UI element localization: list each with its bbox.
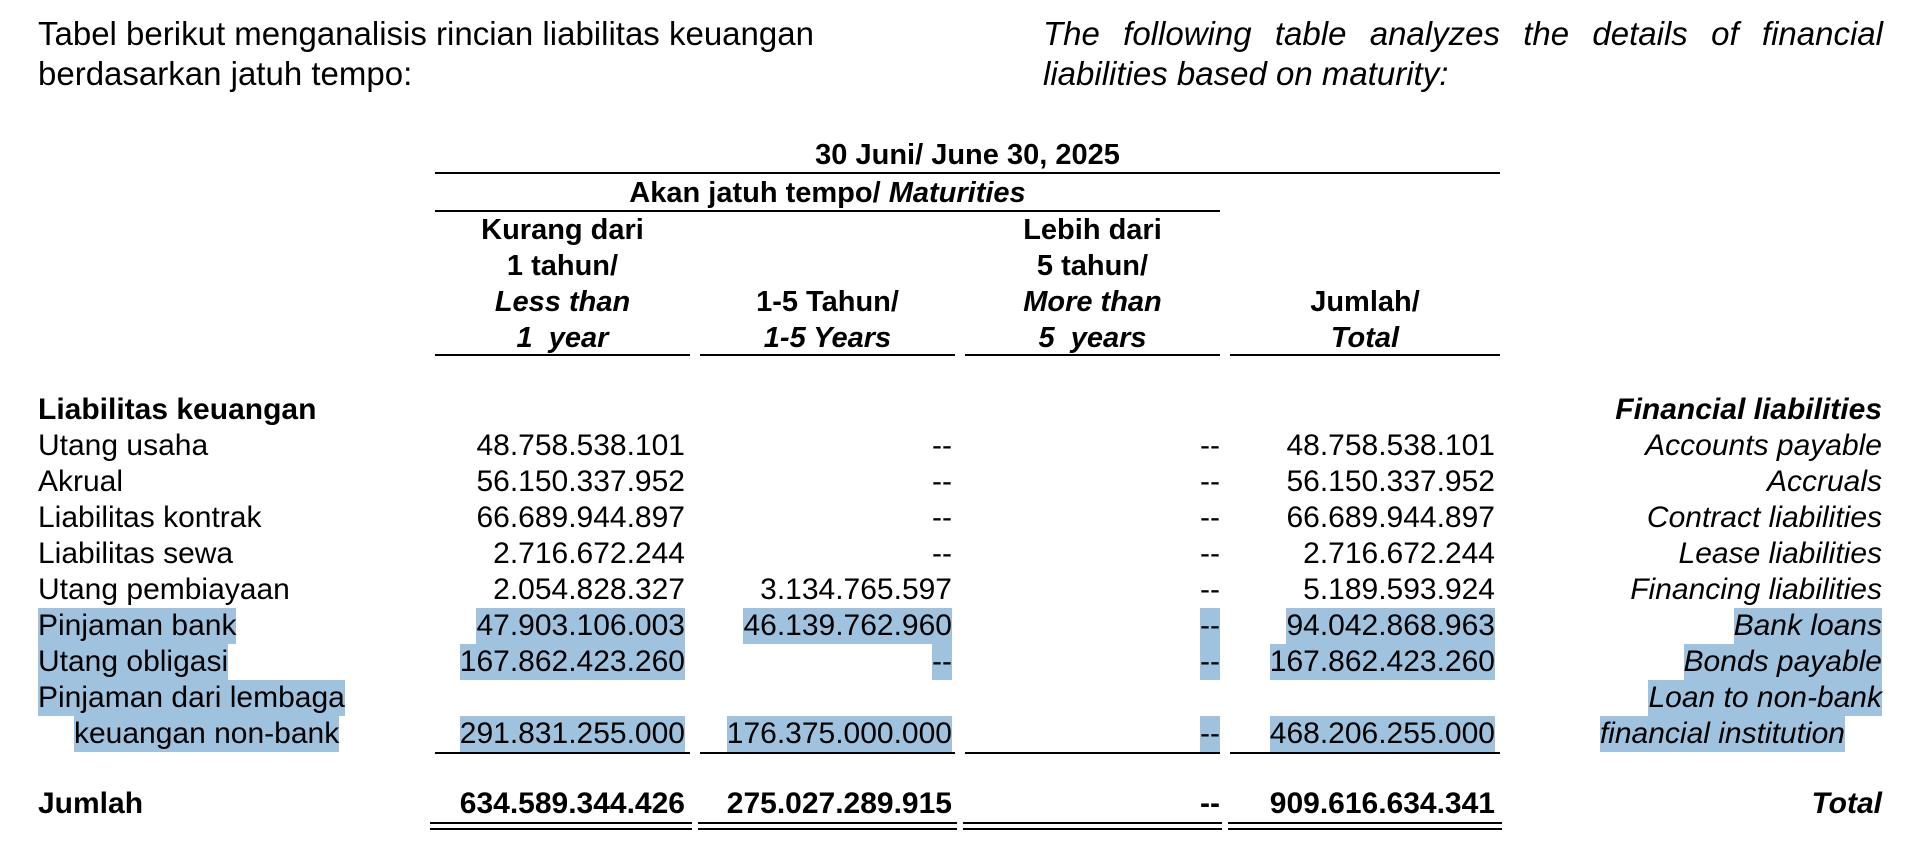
col1-line2: 1 tahun/ — [506, 250, 619, 282]
row-label-id: Utang pembiayaan — [38, 573, 290, 606]
section-heading-row — [0, 392, 1920, 428]
col4-line2: Total — [1330, 322, 1400, 354]
total-total: 909.616.634.341 — [1269, 787, 1495, 820]
col3-line4: 5 years — [1038, 322, 1147, 354]
col1-line4: 1 year — [516, 322, 609, 354]
cell-more-than-5-years: -- — [1200, 609, 1220, 642]
col4-line1: Jumlah/ — [1310, 286, 1420, 318]
total-double-rule-col4 — [1228, 822, 1502, 830]
cell-more-than-5-years: -- — [1200, 537, 1220, 570]
row-label-id: Liabilitas kontrak — [38, 501, 262, 534]
cell-1-5-years: -- — [932, 501, 952, 534]
col4-header-rule — [1230, 354, 1500, 356]
cell-more-than-5-years: -- — [1200, 501, 1220, 534]
col2-line1: 1-5 Tahun/ — [756, 286, 899, 318]
cell-more-than-5-years: -- — [1200, 573, 1220, 606]
intro-english: The following table analyzes the details of financial liabilities based on maturity: — [1043, 15, 1883, 92]
maturities-header-id: Akan jatuh tempo/ — [629, 177, 881, 209]
col1-header-rule — [435, 354, 690, 356]
col3-line3: More than — [1023, 286, 1162, 318]
cell-less-than-1-year: 2.716.672.244 — [493, 537, 685, 570]
cell-1-5-years: -- — [932, 465, 952, 498]
col3-line2: 5 tahun/ — [1036, 250, 1149, 282]
period-header: 30 Juni/ June 30, 2025 — [815, 139, 1120, 171]
table-row-wrapped-label — [0, 680, 1920, 716]
cell-total: 56.150.337.952 — [1286, 465, 1495, 498]
col1-line1: Kurang dari — [481, 214, 644, 246]
col1-line3: Less than — [494, 286, 631, 318]
total-more-than-5-years: -- — [1200, 787, 1220, 820]
total-label-en: Total — [1811, 787, 1882, 820]
cell-less-than-1-year: 47.903.106.003 — [476, 609, 685, 642]
table-row — [0, 572, 1920, 608]
cell-1-5-years: -- — [932, 537, 952, 570]
row-label-id: Utang usaha — [38, 429, 209, 462]
table-row — [0, 464, 1920, 500]
total-row — [0, 786, 1920, 822]
maturities-header — [435, 175, 1220, 211]
section-heading-en: Financial liabilities — [1615, 393, 1882, 426]
cell-less-than-1-year: 2.054.828.327 — [493, 573, 685, 606]
col2-header-rule — [700, 354, 955, 356]
cell-1-5-years: -- — [932, 645, 952, 678]
table-row — [0, 536, 1920, 572]
row-label-en: Lease liabilities — [1678, 537, 1882, 570]
row-label-en-line2: financial institution — [1599, 717, 1845, 750]
row-label-en: Financing liabilities — [1630, 573, 1882, 606]
cell-total: 66.689.944.897 — [1286, 501, 1495, 534]
subtotal-rule-col1 — [435, 752, 690, 754]
section-heading-id: Liabilitas keuangan — [38, 393, 317, 426]
total-label-id: Jumlah — [38, 787, 144, 820]
total-double-rule-col2 — [698, 822, 957, 830]
cell-less-than-1-year: 66.689.944.897 — [476, 501, 685, 534]
row-label-en-line1: Loan to non-bank — [1648, 681, 1882, 714]
total-double-rule-col1 — [430, 822, 692, 830]
cell-1-5-years: 176.375.000.000 — [726, 717, 952, 750]
row-label-en: Contract liabilities — [1646, 501, 1882, 534]
total-1-5-years: 275.027.289.915 — [726, 787, 952, 820]
cell-less-than-1-year: 291.831.255.000 — [459, 717, 685, 750]
cell-more-than-5-years: -- — [1200, 717, 1220, 750]
cell-more-than-5-years: -- — [1200, 429, 1220, 462]
cell-less-than-1-year: 56.150.337.952 — [476, 465, 685, 498]
cell-total: 5.189.593.924 — [1303, 573, 1495, 606]
row-label-en: Bank loans — [1733, 609, 1882, 642]
subtotal-rule-col3 — [965, 752, 1220, 754]
cell-less-than-1-year: 48.758.538.101 — [476, 429, 685, 462]
table-row — [0, 608, 1920, 644]
table-row — [0, 644, 1920, 680]
table-row — [0, 716, 1920, 752]
cell-total: 468.206.255.000 — [1269, 717, 1495, 750]
col-header-less-than-1-year — [435, 212, 690, 356]
maturities-header-en: Maturities — [888, 177, 1026, 209]
row-label-en: Accounts payable — [1645, 429, 1882, 462]
table-row — [0, 428, 1920, 464]
col-header-more-than-5-years — [965, 212, 1220, 356]
row-label-id: Pinjaman bank — [38, 609, 237, 642]
intro-indonesian: Tabel berikut menganalisis rincian liabilitas keuangan berdasarkan jatuh tempo: — [38, 15, 814, 92]
subtotal-rule-col4 — [1230, 752, 1500, 754]
cell-1-5-years: 46.139.762.960 — [743, 609, 952, 642]
cell-total: 2.716.672.244 — [1303, 537, 1495, 570]
row-label-en: Bonds payable — [1683, 645, 1882, 678]
row-label-id: Utang obligasi — [38, 645, 229, 678]
row-label-id: Akrual — [38, 465, 124, 498]
row-label-en: Accruals — [1766, 465, 1882, 498]
cell-1-5-years: 3.134.765.597 — [760, 573, 952, 606]
cell-total: 94.042.868.963 — [1286, 609, 1495, 642]
cell-total: 167.862.423.260 — [1269, 645, 1495, 678]
cell-more-than-5-years: -- — [1200, 645, 1220, 678]
cell-more-than-5-years: -- — [1200, 465, 1220, 498]
col3-header-rule — [965, 354, 1220, 356]
total-less-than-1-year: 634.589.344.426 — [459, 787, 685, 820]
cell-less-than-1-year: 167.862.423.260 — [459, 645, 685, 678]
col3-line1: Lebih dari — [1023, 214, 1162, 246]
cell-total: 48.758.538.101 — [1286, 429, 1495, 462]
period-rule — [435, 172, 1500, 174]
cell-1-5-years: -- — [932, 429, 952, 462]
row-label-id-line2: keuangan non-bank — [74, 717, 340, 750]
table-row — [0, 500, 1920, 536]
col2-line2: 1-5 Years — [763, 322, 892, 354]
row-label-id-line1: Pinjaman dari lembaga — [38, 681, 345, 714]
col-header-total — [1230, 284, 1500, 356]
total-double-rule-col3 — [963, 822, 1222, 830]
subtotal-rule-col2 — [700, 752, 955, 754]
col-header-1-5-years — [700, 284, 955, 356]
row-label-id: Liabilitas sewa — [38, 537, 234, 570]
